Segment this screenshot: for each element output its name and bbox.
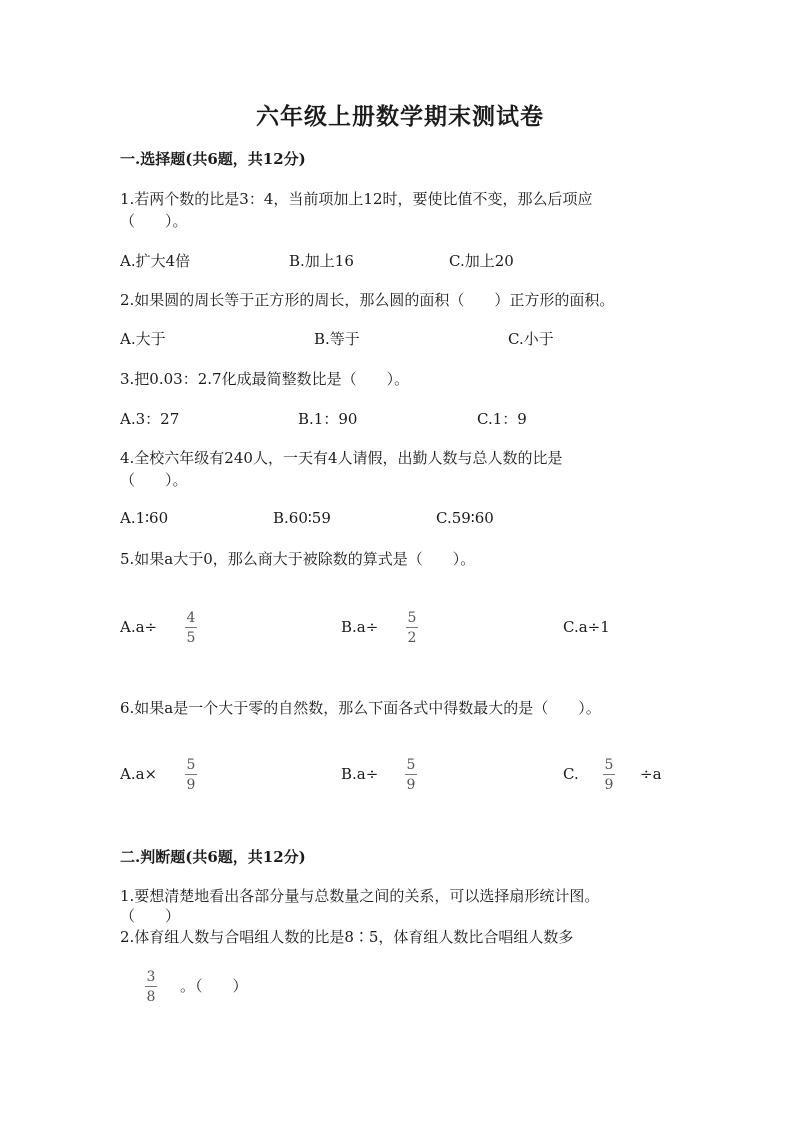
fraction-numerator: 5 xyxy=(604,757,614,773)
question-6-option-a-prefix: A.a× xyxy=(120,765,158,783)
question-2-option-b: B.等于 xyxy=(314,330,360,348)
question-6-text: 6.如果a是一个大于零的自然数，那么下面各式中得数最大的是（ ）。 xyxy=(120,699,601,717)
question-1-option-c: C.加上20 xyxy=(449,252,514,270)
question-2-option-c: C.小于 xyxy=(508,330,554,348)
fraction-numerator: 3 xyxy=(146,969,156,985)
question-5-option-a-fraction xyxy=(185,611,197,645)
fraction-denominator: 2 xyxy=(407,630,417,646)
fraction-denominator: 9 xyxy=(406,777,416,793)
fraction-denominator: 8 xyxy=(146,989,156,1005)
question-1-text: 1.若两个数的比是3：4，当前项加上12时，要使比值不变，那么后项应 xyxy=(120,190,593,208)
judgment-1-blank: （ ） xyxy=(120,907,181,925)
fraction-denominator: 5 xyxy=(186,630,196,646)
question-6-option-b-fraction xyxy=(405,758,417,792)
question-4-blank: （ ）。 xyxy=(120,471,188,489)
question-5-text: 5.如果a大于0，那么商大于被除数的算式是（ ）。 xyxy=(120,550,476,568)
judgment-1-text: 1.要想清楚地看出各部分量与总数量之间的关系，可以选择扇形统计图。 xyxy=(120,887,600,905)
fraction-numerator: 4 xyxy=(186,610,196,626)
question-2-text: 2.如果圆的周长等于正方形的周长，那么圆的面积（ ）正方形的面积。 xyxy=(120,291,615,309)
question-6-option-c-suffix: ÷a xyxy=(640,765,662,783)
judgment-2-fraction xyxy=(145,970,157,1004)
fraction-denominator: 9 xyxy=(186,777,196,793)
judgment-2-blank: 。（ ） xyxy=(180,977,248,995)
question-5-option-a-prefix: A.a÷ xyxy=(120,618,158,636)
page-title: 六年级上册数学期末测试卷 xyxy=(256,103,544,130)
question-4-option-a: A.1∶60 xyxy=(120,509,169,527)
question-6-option-c-prefix: C. xyxy=(563,765,579,783)
fraction-numerator: 5 xyxy=(407,610,417,626)
question-4-option-b: B.60∶59 xyxy=(273,509,331,527)
question-6-option-a-fraction xyxy=(185,758,197,792)
question-4-option-c: C.59∶60 xyxy=(436,509,494,527)
fraction-numerator: 5 xyxy=(406,757,416,773)
question-5-option-b-prefix: B.a÷ xyxy=(341,618,379,636)
question-4-text: 4.全校六年级有240人，一天有4人请假，出勤人数与总人数的比是 xyxy=(120,449,563,467)
judgment-2-text: 2.体育组人数与合唱组人数的比是8∶5，体育组人数比合唱组人数多 xyxy=(120,928,574,946)
question-3-text: 3.把0.03：2.7化成最简整数比是（ ）。 xyxy=(120,370,410,388)
question-1-option-a: A.扩大4倍 xyxy=(120,252,191,270)
question-3-option-a: A.3：27 xyxy=(120,410,180,428)
fraction-numerator: 5 xyxy=(186,757,196,773)
question-2-option-a: A.大于 xyxy=(120,330,166,348)
question-5-option-b-fraction xyxy=(406,611,418,645)
section-heading-choice: 一.选择题(共6题，共12分) xyxy=(120,150,306,168)
question-6-option-c-fraction xyxy=(603,758,615,792)
fraction-denominator: 9 xyxy=(604,777,614,793)
question-1-option-b: B.加上16 xyxy=(289,252,354,270)
question-3-option-c: C.1：9 xyxy=(477,410,527,428)
section-heading-judgment: 二.判断题(共6题，共12分) xyxy=(120,848,306,866)
question-3-option-b: B.1：90 xyxy=(298,410,358,428)
question-1-blank: （ ）。 xyxy=(120,212,188,230)
question-6-option-b-prefix: B.a÷ xyxy=(341,765,379,783)
question-5-option-c: C.a÷1 xyxy=(563,618,610,636)
